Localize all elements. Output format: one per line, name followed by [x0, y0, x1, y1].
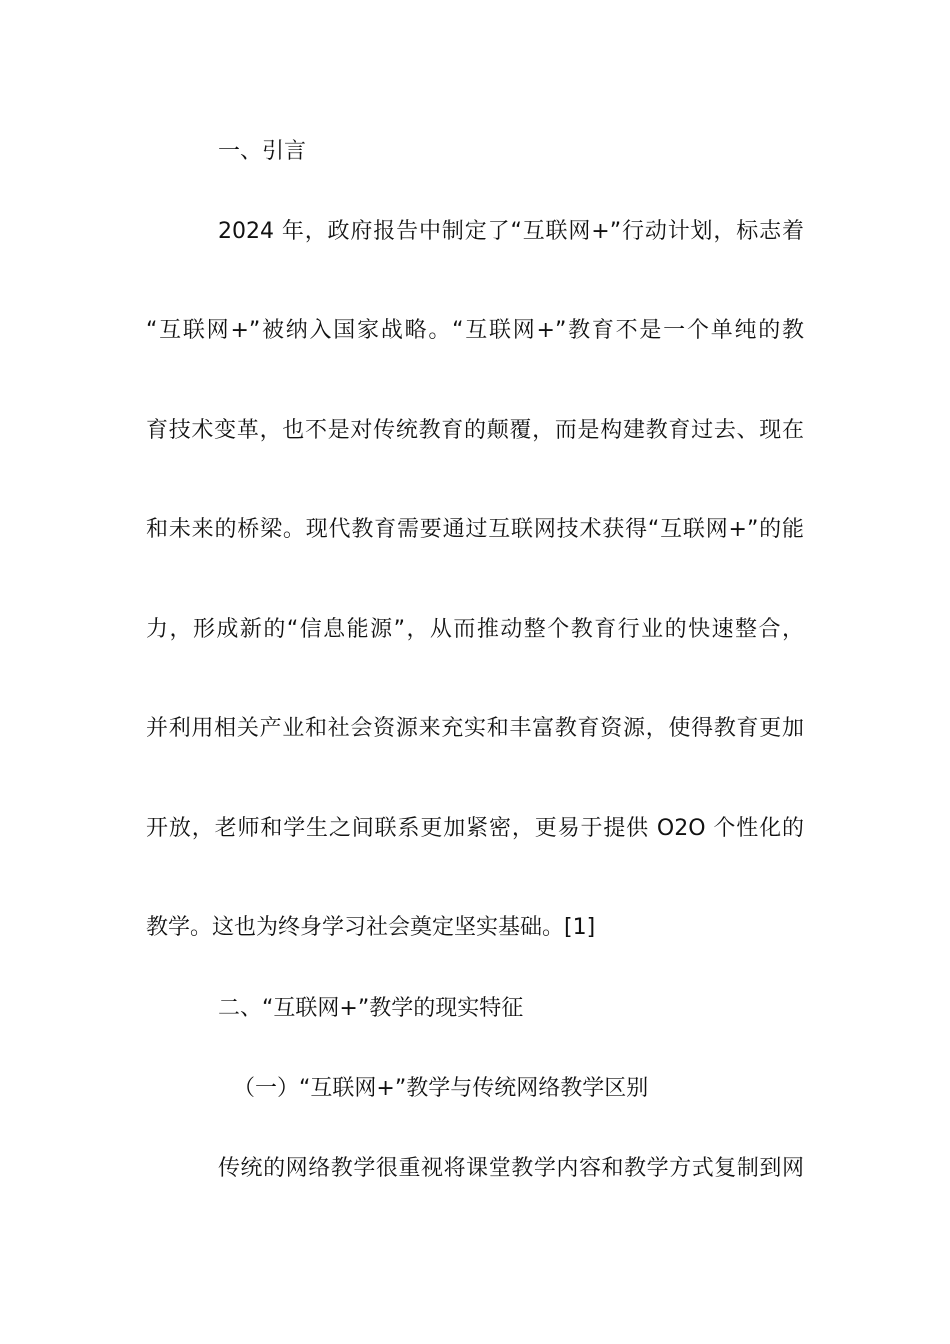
paragraph-line: 并利用相关产业和社会资源来充实和丰富教育资源，使得教育更加 [146, 716, 804, 741]
paragraph-line: 力，形成新的“信息能源”，从而推动整个教育行业的快速整合， [146, 617, 804, 642]
section-heading-features: 二、“互联网+”教学的现实特征 [218, 996, 524, 1021]
paragraph-line: 2024 年，政府报告中制定了“互联网+”行动计划，标志着 [218, 219, 804, 244]
paragraph-line: 教学。这也为终身学习社会奠定坚实基础。[1] [146, 915, 596, 940]
subsection-heading: （一）“互联网+”教学与传统网络教学区别 [233, 1076, 649, 1101]
paragraph-line: 开放，老师和学生之间联系更加紧密，更易于提供 O2O 个性化的 [146, 816, 804, 841]
paragraph-line: 育技术变革，也不是对传统教育的颠覆，而是构建教育过去、现在 [146, 418, 804, 443]
section-heading-introduction: 一、引言 [218, 139, 307, 164]
paragraph-line: “互联网+”被纳入国家战略。“互联网+”教育不是一个单纯的教 [146, 318, 804, 343]
paragraph-line: 和未来的桥梁。现代教育需要通过互联网技术获得“互联网+”的能 [146, 517, 804, 542]
paragraph-line: 传统的网络教学很重视将课堂教学内容和教学方式复制到网 [218, 1156, 804, 1181]
